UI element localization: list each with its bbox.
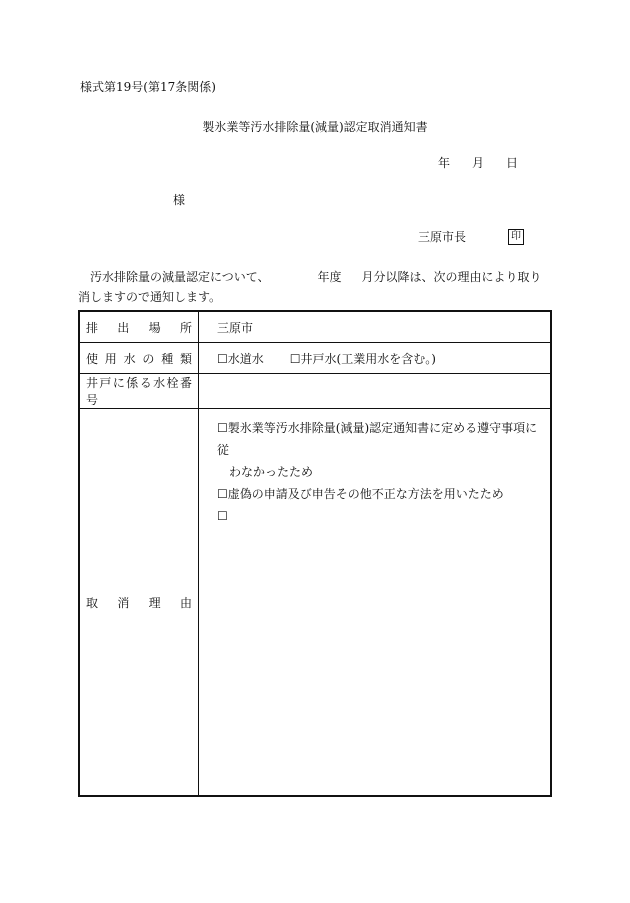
meter-number-label: 井戸に係る水栓番号	[79, 374, 199, 409]
discharge-location-label: 排 出 場 所	[79, 311, 199, 343]
issuer-name: 三原市長	[418, 230, 467, 244]
body-line2: 消しますので通知します。	[78, 290, 222, 304]
body-part3: 月分以降は、次の理由により取り	[361, 270, 542, 284]
date-line	[438, 156, 518, 172]
water-type-option-tap[interactable]: ☐水道水	[217, 351, 264, 366]
body-part2: 年度	[317, 270, 342, 284]
date-year-label: 年	[438, 156, 451, 170]
meter-number-value[interactable]	[199, 374, 552, 409]
date-month-label: 月	[472, 156, 485, 170]
water-type-options	[199, 343, 552, 374]
table-row	[79, 343, 551, 374]
water-type-label: 使 用 水 の 種 類	[79, 343, 199, 374]
cancel-reason-options	[199, 409, 552, 797]
seal-stamp: 印	[508, 229, 524, 245]
notice-table	[78, 310, 552, 797]
reason-option-false-application[interactable]: ☐虚偽の申請及び申告その他不正な方法を用いたため	[217, 487, 504, 501]
document-title: 製氷業等汚水排除量(減量)認定取消通知書	[202, 120, 428, 134]
cancel-reason-label: 取 消 理 由	[79, 409, 199, 797]
discharge-location-value: 三原市	[199, 311, 552, 343]
table-row	[79, 374, 551, 409]
table-row	[79, 311, 551, 343]
recipient-honorific: 様	[173, 193, 186, 207]
date-day-label: 日	[506, 156, 519, 170]
reason-option-other[interactable]: ☐	[217, 509, 228, 523]
water-type-option-well[interactable]: ☐井戸水(工業用水を含む。)	[289, 351, 436, 366]
table-row	[79, 409, 551, 797]
body-part1: 汚水排除量の減量認定について、	[90, 270, 270, 284]
reason-option-noncompliance[interactable]: ☐製氷業等汚水排除量(減量)認定通知書に定める遵守事項に従	[217, 421, 538, 457]
notice-body	[78, 267, 560, 307]
form-number: 様式第19号(第17条関係)	[80, 80, 216, 94]
reason-option-noncompliance-cont: わなかったため	[229, 465, 314, 479]
